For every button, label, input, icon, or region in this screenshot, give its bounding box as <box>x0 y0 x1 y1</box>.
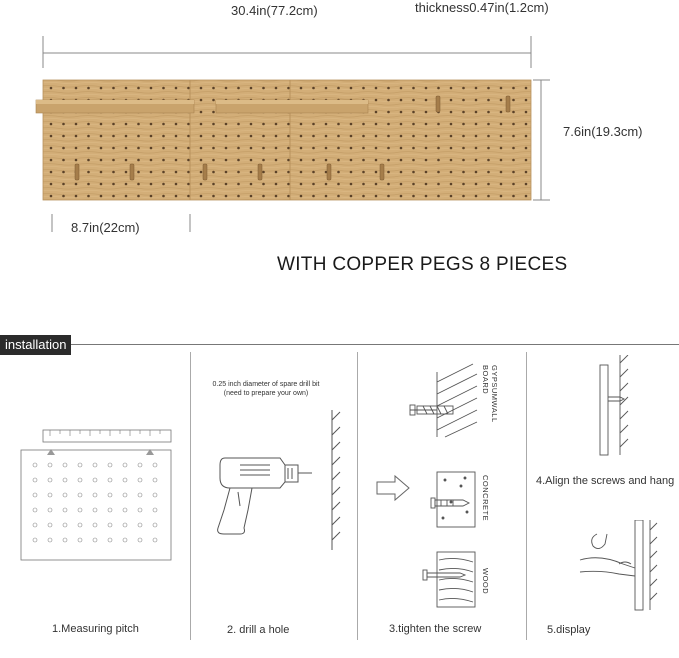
column-divider <box>190 352 191 640</box>
ruler-icon <box>43 430 171 442</box>
hand-icon <box>580 558 635 576</box>
column-divider <box>357 352 358 640</box>
wall-types-illustration <box>365 362 480 612</box>
panel-width-dimension-label: 8.7in(22cm) <box>71 220 140 235</box>
section-divider <box>0 344 679 345</box>
drill-illustration <box>200 410 350 560</box>
drill-icon <box>218 458 312 534</box>
step-4-label: 4.Align the screws and hang <box>536 475 675 487</box>
column-divider <box>526 352 527 640</box>
peg <box>203 164 207 180</box>
drill-bit-note-line: 0.25 inch diameter of spare drill bit <box>212 381 320 388</box>
peg <box>506 96 510 112</box>
screw-icon <box>608 397 624 401</box>
step-5-label: 5.display <box>547 624 591 636</box>
pegboard-illustration <box>0 0 679 240</box>
peg <box>75 164 79 180</box>
wood-label: WOOD <box>481 568 490 595</box>
step-2-label: 2. drill a hole <box>227 624 290 636</box>
step-1-label: 1.Measuring pitch <box>52 623 139 635</box>
concrete-label: CONCRETE <box>481 475 490 522</box>
peg <box>327 164 331 180</box>
peg <box>380 164 384 180</box>
peg <box>436 96 440 112</box>
thickness-dimension-label: thickness0.47in(1.2cm) <box>415 0 549 15</box>
board-side-icon <box>635 520 643 610</box>
gypsum-wall-board-label: GYPSUMWALL BOARD <box>481 365 499 423</box>
measuring-pitch-illustration <box>10 425 185 595</box>
step-3-label: 3.tighten the screw <box>389 623 482 635</box>
hook-icon <box>592 534 607 549</box>
height-dimension-label: 7.6in(19.3cm) <box>563 124 643 139</box>
drill-bit-note <box>196 380 336 398</box>
peg <box>130 164 134 180</box>
copper-pegs-headline: WITH COPPER PEGS 8 PIECES <box>277 254 568 275</box>
peg <box>258 164 262 180</box>
width-dimension-label: 30.4in(77.2cm) <box>231 3 318 18</box>
drill-bit-note-sub: (need to prepare your own) <box>223 390 309 397</box>
display-illustration <box>575 520 665 615</box>
arrow-right-icon <box>377 476 409 500</box>
board-side-icon <box>600 365 608 455</box>
hang-illustration <box>590 355 650 460</box>
installation-tag: installation <box>0 335 71 355</box>
